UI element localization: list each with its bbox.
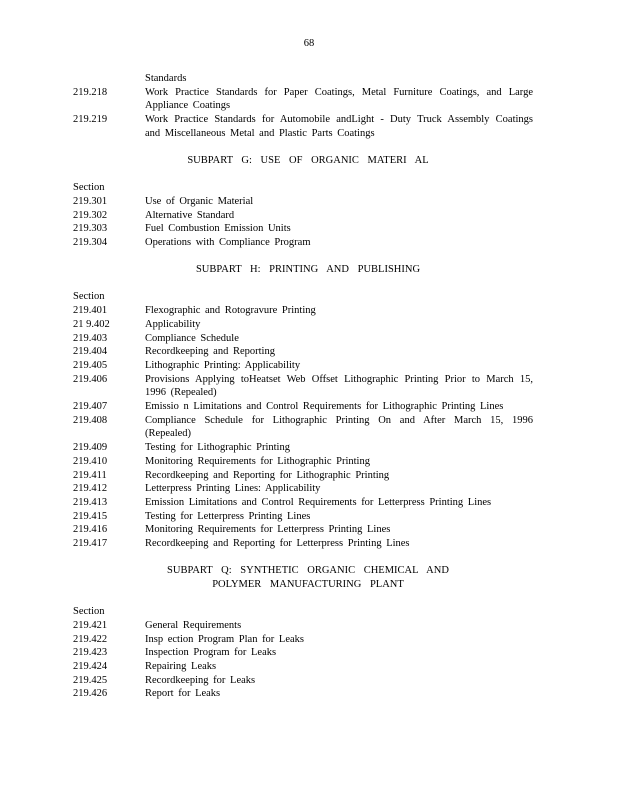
section-title: Monitoring Requirements for Letterpress Printing Lines [145,524,391,536]
section-number: 219.416 [73,524,108,536]
toc-entry [73,318,543,332]
section-number: 219.417 [73,538,108,550]
section-title: Emission Limitations and Control Requirements for Letterpress Printing Lines [145,496,492,508]
section-number: 219.303 [73,223,108,235]
section-title: Applicability [145,318,201,330]
section-number: 219.407 [73,401,108,413]
toc-entry [73,332,543,346]
section-number: 219.415 [73,510,108,522]
section-number: 219.405 [73,359,108,371]
section-title: Work Practice Standards for Paper Coatings, Metal Furniture Coatings, and Large Appliance Coatings [145,86,533,112]
section-column-label: Section [73,182,105,194]
toc-entry [73,209,543,223]
section-title: Monitoring Requirements for Lithographic Printing [145,455,370,467]
toc-entry [73,195,543,209]
toc-entry [73,633,543,647]
section-number: 219.425 [73,674,108,686]
section-title: Recordkeeping and Reporting [145,346,275,358]
section-title: Emissio n Limitations and Control Requirements for Lithographic Printing Lines [145,401,504,413]
toc-entry [73,687,543,701]
subpart-heading-line: SUBPART G: USE OF ORGANIC MATERI AL [187,154,429,166]
toc-entry [73,660,543,674]
section-title: Recordkeeping and Reporting for Letterpress Printing Lines [145,538,410,550]
section-number: 21 9.402 [73,318,110,330]
section-title: Inspection Program for Leaks [145,647,277,659]
section-title: Use of Organic Material [145,195,254,207]
section-title: Insp ection Program Plan for Leaks [145,633,305,645]
section-number: 219.412 [73,483,108,495]
section-title: Work Practice Standards for Automobile andLight - Duty Truck Assembly Coatings and Miscellaneous Metal and Plastic Parts Coatings [145,114,533,139]
section-number: 219.422 [73,633,108,645]
subpart-heading [73,263,543,277]
toc-entry [73,646,543,660]
section-number: 219.421 [73,619,108,631]
toc-entry [73,414,543,441]
toc-entry [73,236,543,250]
section-number: 219.219 [73,114,108,126]
toc-entry [73,359,543,373]
section-number: 219.401 [73,305,108,317]
section-number: 219.301 [73,195,108,207]
toc-entry [73,674,543,688]
section-title: Alternative Standard [145,209,235,221]
subpart-block [73,564,543,701]
toc-entry [73,510,543,524]
section-title: Testing for Lithographic Printing [145,442,290,454]
continued-entry-text: Standards [145,73,187,84]
toc-entry [73,482,543,496]
section-number: 219.411 [73,469,107,481]
toc-entry [73,496,543,510]
section-title: Repairing Leaks [145,661,217,673]
section-number: 219.426 [73,688,108,700]
section-title: Recordkeeping and Reporting for Lithographic Printing [145,469,390,481]
section-column-label: Section [73,291,105,303]
section-title: Compliance Schedule [145,332,239,344]
toc-entry [73,619,543,633]
section-title: Letterpress Printing Lines: Applicability [145,483,321,495]
table-of-contents [73,72,543,701]
section-title: Provisions Applying toHeatset Web Offset Lithographic Printing Prior to March 15, 1996 (Repealed) [145,373,533,399]
subpart-list [73,154,543,702]
toc-entry [73,113,543,140]
section-title: Report for Leaks [145,688,221,700]
section-number: 219.409 [73,442,108,454]
toc-entry [73,455,543,469]
toc-entry [73,373,543,400]
section-column-label: Section [73,606,105,618]
toc-entry [73,304,543,318]
toc-entry [73,345,543,359]
section-title: Fuel Combustion Emission Units [145,223,291,235]
section-title: Compliance Schedule for Lithographic Printing On and After March 15, 1996 (Repealed) [145,414,533,440]
section-number: 219.403 [73,332,108,344]
section-number: 219.302 [73,209,108,221]
toc-entry [73,86,543,113]
toc-entry [73,441,543,455]
section-title: Flexographic and Rotogravure Printing [145,305,316,317]
subpart-block [73,263,543,551]
section-title: Recordkeeping for Leaks [145,674,256,686]
section-number: 219.424 [73,661,108,673]
section-title: Lithographic Printing: Applicability [145,359,301,371]
subpart-heading [73,154,543,168]
section-number: 219.423 [73,647,108,659]
toc-entry [73,523,543,537]
toc-entry [73,222,543,236]
toc-entry [73,400,543,414]
section-number: 219.413 [73,496,108,508]
intro-entry-list [73,86,543,141]
section-number: 219.404 [73,346,108,358]
section-number: 219.304 [73,237,108,249]
section-title: Testing for Letterpress Printing Lines [145,510,311,522]
section-number: 219.408 [73,414,108,426]
section-number: 219.406 [73,373,108,385]
section-title: General Requirements [145,619,242,631]
subpart-heading-line: POLYMER MANUFACTURING PLANT [212,578,404,590]
subpart-heading-line: SUBPART H: PRINTING AND PUBLISHING [195,263,421,275]
section-number: 219.218 [73,86,108,98]
page-number: 68 [303,38,315,49]
subpart-heading-line: SUBPART Q: SYNTHETIC ORGANIC CHEMICAL AND [167,564,449,576]
toc-entry [73,537,543,551]
subpart-block [73,154,543,250]
subpart-heading [73,564,543,591]
section-number: 219.410 [73,455,108,467]
toc-entry [73,469,543,483]
section-title: Operations with Compliance Program [145,237,311,249]
